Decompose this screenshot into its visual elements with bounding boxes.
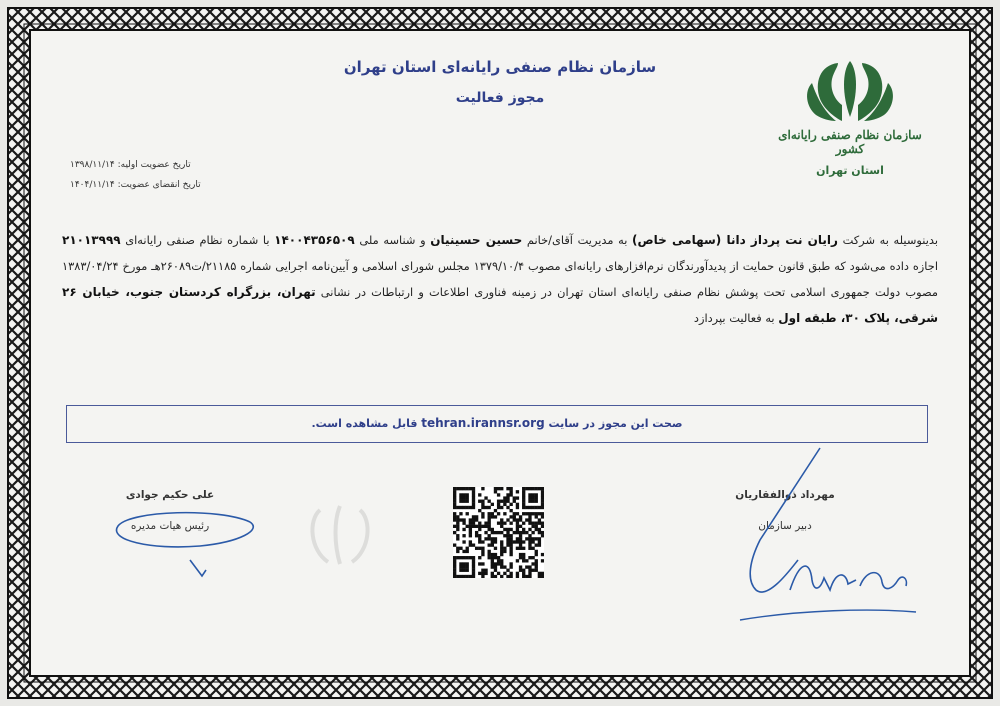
national-id: ۱۴۰۰۴۳۵۶۵۰۹ — [274, 233, 355, 247]
chairman-signature-icon — [90, 500, 280, 600]
membership-first-date: تاریخ عضویت اولیه: ۱۳۹۸/۱۱/۱۴ — [70, 160, 191, 170]
chairman-role: رئیس هیات مدیره — [130, 520, 210, 532]
body-text-part: به مدیریت آقای/خانم — [522, 233, 633, 247]
manager-name: حسین حسینیان — [430, 233, 523, 247]
logo-province: استان تهران — [816, 164, 884, 177]
membership-expiry-date: تاریخ انقضای عضویت: ۱۴۰۴/۱۱/۱۴ — [70, 180, 201, 190]
secretary-role: دبیر سازمان — [758, 520, 812, 532]
body-text-part: و شناسه ملی — [354, 233, 431, 247]
document-title: مجوز فعالیت — [455, 90, 545, 106]
verification-suffix: قابل مشاهده است. — [311, 417, 422, 430]
body-text-part: با شماره نظام صنفی رایانه‌ای — [120, 233, 275, 247]
org-title: سازمان نظام صنفی رایانه‌ای استان تهران — [343, 58, 657, 76]
license-body-text — [62, 227, 938, 331]
body-text-part: به فعالیت بپردازد — [693, 311, 779, 325]
guild-number: ۲۱۰۱۳۹۹۹ — [62, 233, 121, 247]
business-address: تهران، بزرگراه کردستان جنوب، خیابان ۲۶ شرقی، پلاک ۳۰، طبقه اول — [62, 285, 938, 325]
secretary-name: مهرداد ذوالفقاریان — [735, 489, 835, 501]
verification-url-link[interactable]: tehran.irannsr.org — [421, 416, 545, 430]
watermark-logo-icon — [290, 500, 390, 580]
qr-code-icon[interactable] — [453, 487, 544, 578]
logo-caption: سازمان نظام صنفی رایانه‌ای کشور — [778, 128, 922, 156]
body-text-part: بدینوسیله به شرکت — [837, 233, 939, 247]
secretary-signature-icon — [720, 440, 920, 630]
company-name: رایان نت پرداز دانا (سهامی خاص) — [632, 233, 838, 247]
verification-prefix: صحت این مجوز در سایت — [544, 417, 683, 430]
verification-text — [66, 416, 928, 430]
body-text-part: اجازه داده می‌شود که طبق قانون حمایت از پدیدآورندگان نرم‌افزارهای رایانه‌ای مصوب ۱۳۷۹/۱۰/۴ مجلس شورای اسلامی و آیین‌نامه اجرایی شماره ۲۱۱۸۵/ت۲۶۰۸۹هـ مورخ ۱۳۸۳/۰۴/۲۴ مصوب دولت جمهوری اسلامی تحت پوشش نظام صنفی رایانه‌ای استان تهران در زمینه فناوری اطلاعات و ارتباطات در نشانی — [62, 259, 938, 299]
chairman-name: علی حکیم جوادی — [125, 489, 215, 501]
